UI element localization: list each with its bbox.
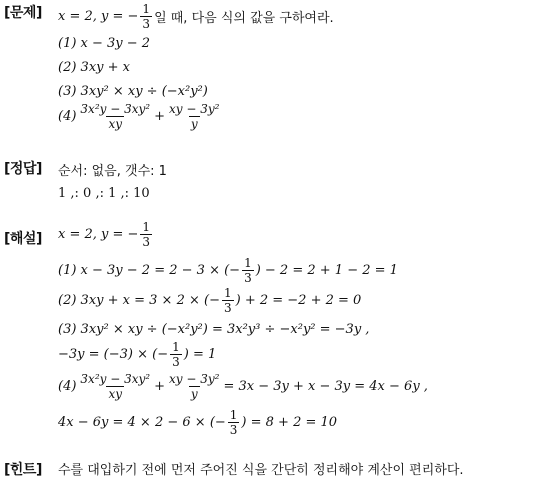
- problem-tag: [문제]: [4, 5, 42, 21]
- hint-tag: [힌트]: [4, 462, 42, 478]
- problem-instruction: 일 때, 다음 식의 값을 구하여라.: [154, 11, 334, 26]
- fraction-one-third: $\frac{1}{3}$: [142, 220, 151, 249]
- solution-step-4b: 4x − 6y = 4 × 2 − 6 × (− $\frac{1}{3}$ ) = 8 + 2 = 10: [58, 408, 338, 437]
- answer-line-1: 순서: 없음, 갯수: 1: [58, 164, 167, 179]
- problem-item-1: (1) x − 3y − 2: [58, 36, 151, 51]
- answer-line-2: 1 ,: 0 ,: 1 ,: 10: [58, 186, 150, 201]
- fraction-term-1: $\frac{\text{3x²y − 3xy²}}{xy}$: [80, 372, 151, 401]
- fraction-term-2: $\frac{\text{xy − 3y²}}{y}$: [169, 372, 220, 401]
- solution-tag: [해설]: [4, 231, 42, 247]
- problem-item-2: (2) 3xy + x: [58, 60, 130, 75]
- fraction-one-third: $\frac{1}{3}$: [244, 256, 252, 285]
- problem-item-3: (3) 3xy² × xy ÷ (−x²y²): [58, 84, 208, 99]
- solution-step-3b: −3y = (−3) × (− $\frac{1}{3}$ ) = 1: [58, 340, 217, 369]
- solution-step-1: (1) x − 3y − 2 = 2 − 3 × (− $\frac{1}{3}$ ) − 2 = 2 + 1 − 2 = 1: [58, 256, 398, 285]
- solution-step-2: (2) 3xy + x = 3 × 2 × (− $\frac{1}{3}$ ) + 2 = −2 + 2 = 0: [58, 286, 362, 315]
- solution-step-4: (4) $\frac{\text{3x²y − 3xy²}}{xy}$ + $\frac{\text{xy − 3y²}}{y}$ = 3x − 3y + x − 3y = 4x − 6y ,: [58, 372, 428, 401]
- solution-condition: x = 2, y = − $\frac{1}{3}$: [58, 220, 151, 249]
- problem-item-4: (4) $\frac{\text{3x²y − 3xy²}}{xy}$ + $\frac{\text{xy − 3y²}}{y}$: [58, 102, 220, 131]
- hint-text: 수를 대입하기 전에 먼저 주어진 식을 간단히 정리해야 계산이 편리하다.: [58, 463, 464, 478]
- answer-tag: [정답]: [4, 161, 42, 177]
- fraction-one-third: $\frac{1}{3}$: [229, 408, 238, 437]
- fraction-term-1: $\frac{\text{3x²y − 3xy²}}{xy}$: [80, 102, 151, 131]
- fraction-one-third: $\frac{1}{3}$: [172, 340, 180, 369]
- fraction-one-third: $\frac{1}{3}$: [223, 286, 232, 315]
- fraction-one-third: $\frac{1}{3}$: [142, 2, 151, 31]
- fraction-term-2: $\frac{\text{xy − 3y²}}{y}$: [169, 102, 220, 131]
- solution-step-3: (3) 3xy² × xy ÷ (−x²y²) = 3x²y³ ÷ −x²y² = −3y ,: [58, 322, 370, 337]
- problem-statement: [58, 2, 334, 31]
- problem-condition: x = 2, y = −: [58, 9, 139, 24]
